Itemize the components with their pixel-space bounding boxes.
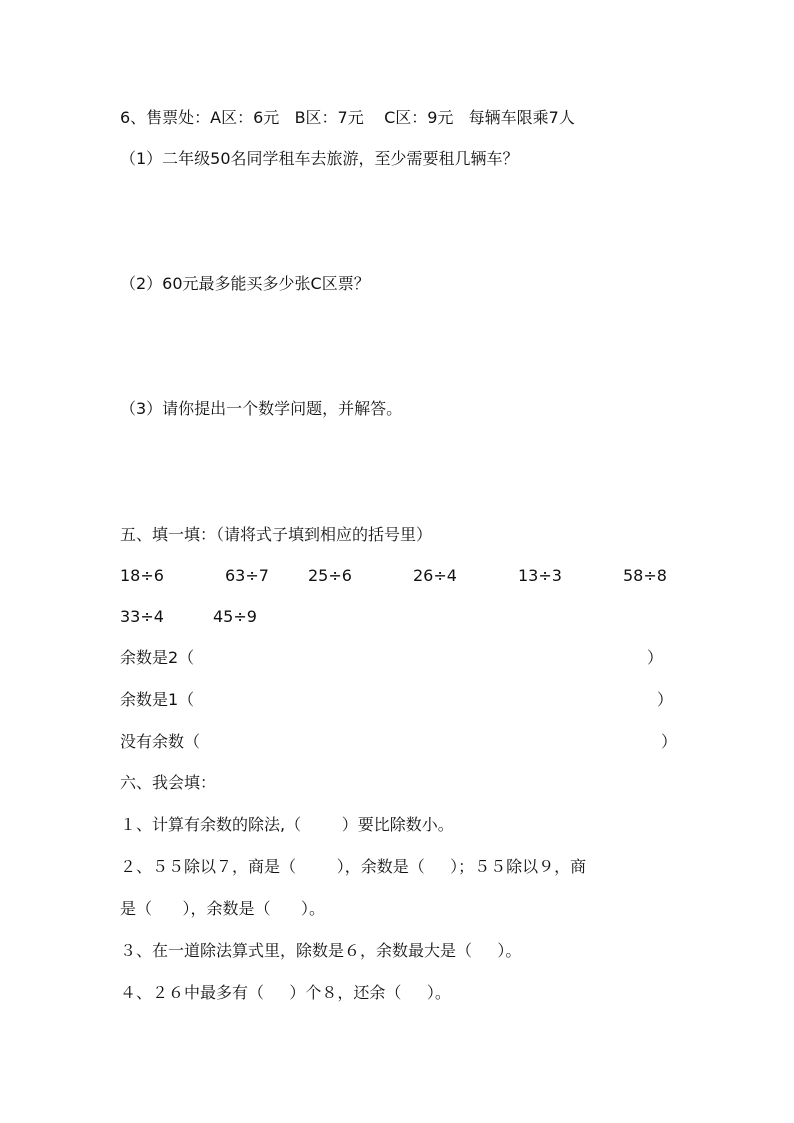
- no-remainder-label: 没有余数（: [120, 732, 201, 751]
- expression-item: 26÷4: [413, 566, 457, 585]
- question-6-sub-1: （1）二年级50名同学租车去旅游，至少需要租几辆车？: [120, 149, 519, 168]
- expression-row-2: [120, 606, 420, 628]
- remainder-1-close-paren: ）: [657, 690, 674, 709]
- expression-item: 58÷8: [623, 566, 667, 585]
- no-remainder-close-paren: ）: [661, 732, 678, 751]
- section-6-item-2-line-2: 是（ ），余数是（ ）。: [120, 899, 326, 918]
- expression-item: 13÷3: [518, 566, 562, 585]
- question-6-sub-2: （2）60元最多能买多少张C区票？: [120, 274, 370, 293]
- remainder-1-label: 余数是1（: [120, 690, 195, 709]
- question-6-title: 6、售票处：A区：6元 B区：7元 C区：9元 每辆车限乘7人: [120, 108, 575, 127]
- section-6-title: 六、我会填：: [120, 773, 217, 792]
- section-6-item-2-line-1: ２、５５除以７，商是（ ），余数是（ ）；５５除以９，商: [120, 857, 587, 876]
- expression-item: 63÷7: [225, 566, 269, 585]
- expression-row-1: [120, 565, 680, 587]
- expression-item: 25÷6: [308, 566, 352, 585]
- section-6-item-3: ３、在一道除法算式里，除数是６，余数最大是（ ）。: [120, 941, 522, 960]
- section-6-item-4: ４、２６中最多有（ ）个８，还余（ ）。: [120, 983, 451, 1002]
- remainder-2-label: 余数是2（: [120, 648, 195, 667]
- remainder-2-close-paren: ）: [647, 648, 664, 667]
- section-6-item-1: １、计算有余数的除法,（ ）要比除数小。: [120, 815, 454, 834]
- expression-item: 18÷6: [120, 566, 164, 585]
- question-6-sub-3: （3）请你提出一个数学问题，并解答。: [120, 399, 403, 418]
- expression-item: 45÷9: [213, 607, 257, 626]
- section-5-title: 五、填一填：（请将式子填到相应的括号里）: [120, 525, 433, 544]
- expression-item: 33÷4: [120, 607, 164, 626]
